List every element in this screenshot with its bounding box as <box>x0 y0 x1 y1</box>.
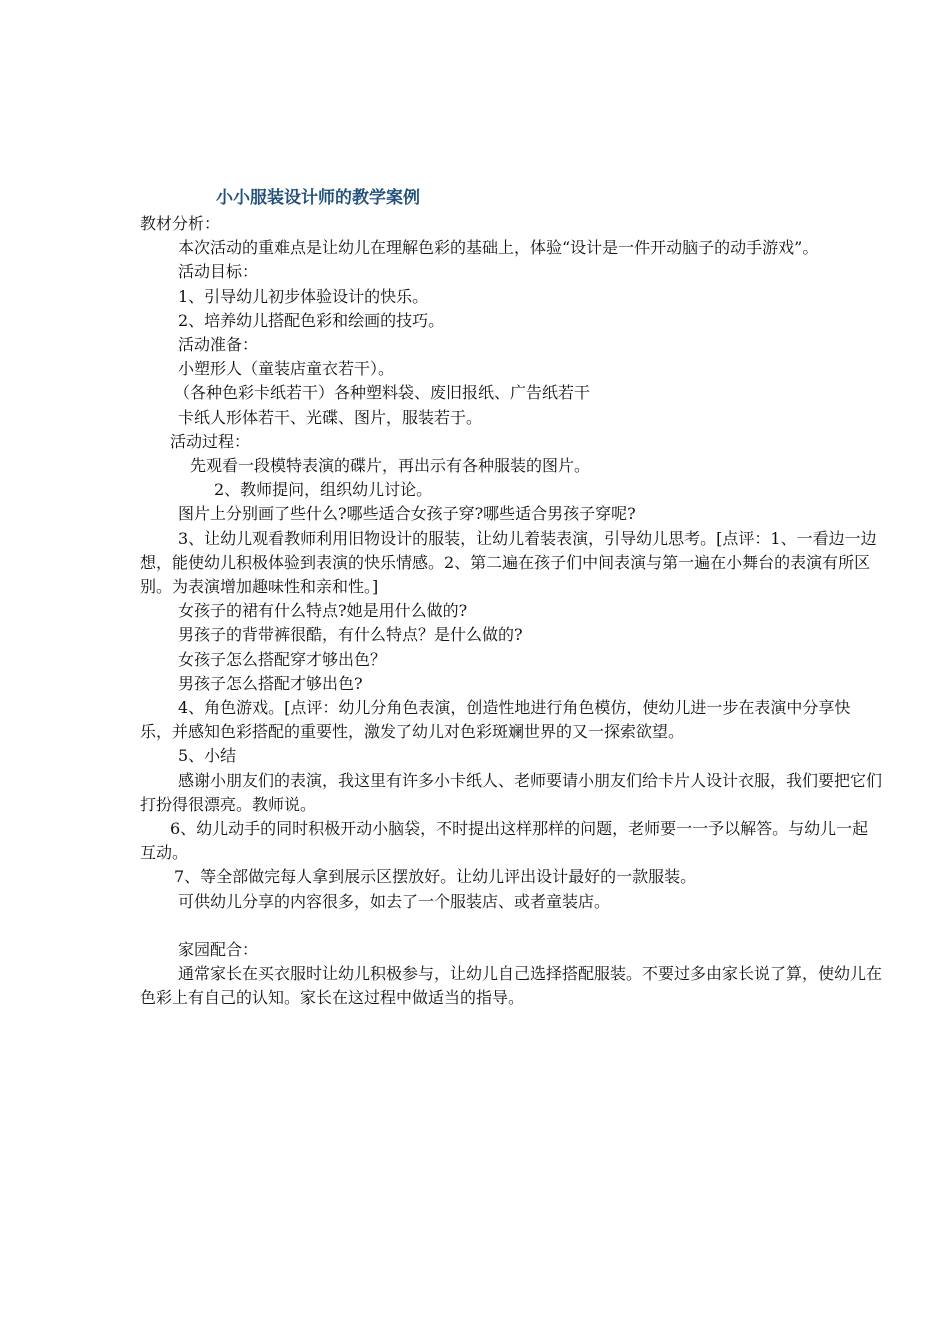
process-step-1: 先观看一段模特表演的碟片，再出示有各种服装的图片。 <box>190 456 591 476</box>
paragraph-analysis: 本次活动的重难点是让幼儿在理解色彩的基础上，体验“设计是一件开动脑子的动手游戏”。 <box>178 238 819 258</box>
paragraph-home-cooperation: 通常家长在买衣服时让幼儿积极参与，让幼儿自己选择搭配服装。不要过多由家长说了算，使幼儿在色彩上有自己的认知。家长在这过程中做适当的指导。 <box>140 964 883 1008</box>
process-question-5: 男孩子怎么搭配才够出色? <box>178 673 363 693</box>
process-step-7: 7、等全部做完每人拿到展示区摆放好。让幼儿评出设计最好的一款服装。 <box>174 867 697 887</box>
process-sharing: 可供幼儿分享的内容很多，如去了一个服装店、或者童装店。 <box>178 891 611 911</box>
process-step-5: 5、小结 <box>178 746 237 766</box>
process-step-4: 4、角色游戏。[点评：幼儿分角色表演，创造性地进行角色模仿，使幼儿进一步在表演中分享快乐，并感知色彩搭配的重要性，激发了幼儿对色彩斑斓世界的又一探索欲望。 <box>140 698 851 742</box>
heading-textbook-analysis: 教材分析： <box>140 214 221 233</box>
goal-item-2: 2、培养幼儿搭配色彩和绘画的技巧。 <box>178 310 445 330</box>
document-body <box>140 212 882 1011</box>
heading-activity-preparation: 活动准备： <box>178 335 259 355</box>
process-question-4: 女孩子怎么搭配穿才够出色？ <box>178 649 387 669</box>
process-summary: 感谢小朋友们的表演，我这里有许多小卡纸人、老师要请小朋友们给卡片人设计衣服，我们要把它们打扮得很漂亮。教师说。 <box>140 770 883 814</box>
document-title: 小小服装设计师的教学案例 <box>216 188 420 208</box>
process-question-2: 女孩子的裙有什么特点?她是用什么做的? <box>178 601 468 621</box>
heading-home-cooperation: 家园配合： <box>178 940 259 960</box>
goal-item-1: 1、引导幼儿初步体验设计的快乐。 <box>178 286 429 306</box>
process-question-3: 男孩子的背带裤很酷，有什么特点？是什么做的? <box>178 625 523 645</box>
prep-item-3: 卡纸人形体若干、光碟、图片，服装若于。 <box>178 407 483 427</box>
process-question-1: 图片上分别画了些什么?哪些适合女孩子穿?哪些适合男孩子穿呢? <box>178 504 636 524</box>
blank-line <box>140 914 882 938</box>
heading-activity-process: 活动过程： <box>170 431 251 451</box>
process-step-3: 3、让幼儿观看教师利用旧物设计的服装，让幼儿着装表演，引导幼儿思考。[点评：1、一看边一边想，能使幼儿积极体验到表演的快乐情感。2、第二遍在孩子们中间表演与第一遍在小舞台的表演有所区别。为表演增加趣味性和亲和性。] <box>140 528 877 597</box>
process-step-2: 2、教师提问，组织幼儿讨论。 <box>214 480 433 500</box>
prep-item-1: 小塑形人（童装店童衣若干）。 <box>178 359 395 379</box>
prep-item-2: （各种色彩卡纸若干）各种塑料袋、废旧报纸、广告纸若干 <box>174 383 591 403</box>
heading-activity-goals: 活动目标： <box>178 262 259 282</box>
process-step-6: 6、幼儿动手的同时积极开动小脑袋，不时提出这样那样的问题，老师要一一予以解答。与幼儿一起互动。 <box>140 819 869 863</box>
